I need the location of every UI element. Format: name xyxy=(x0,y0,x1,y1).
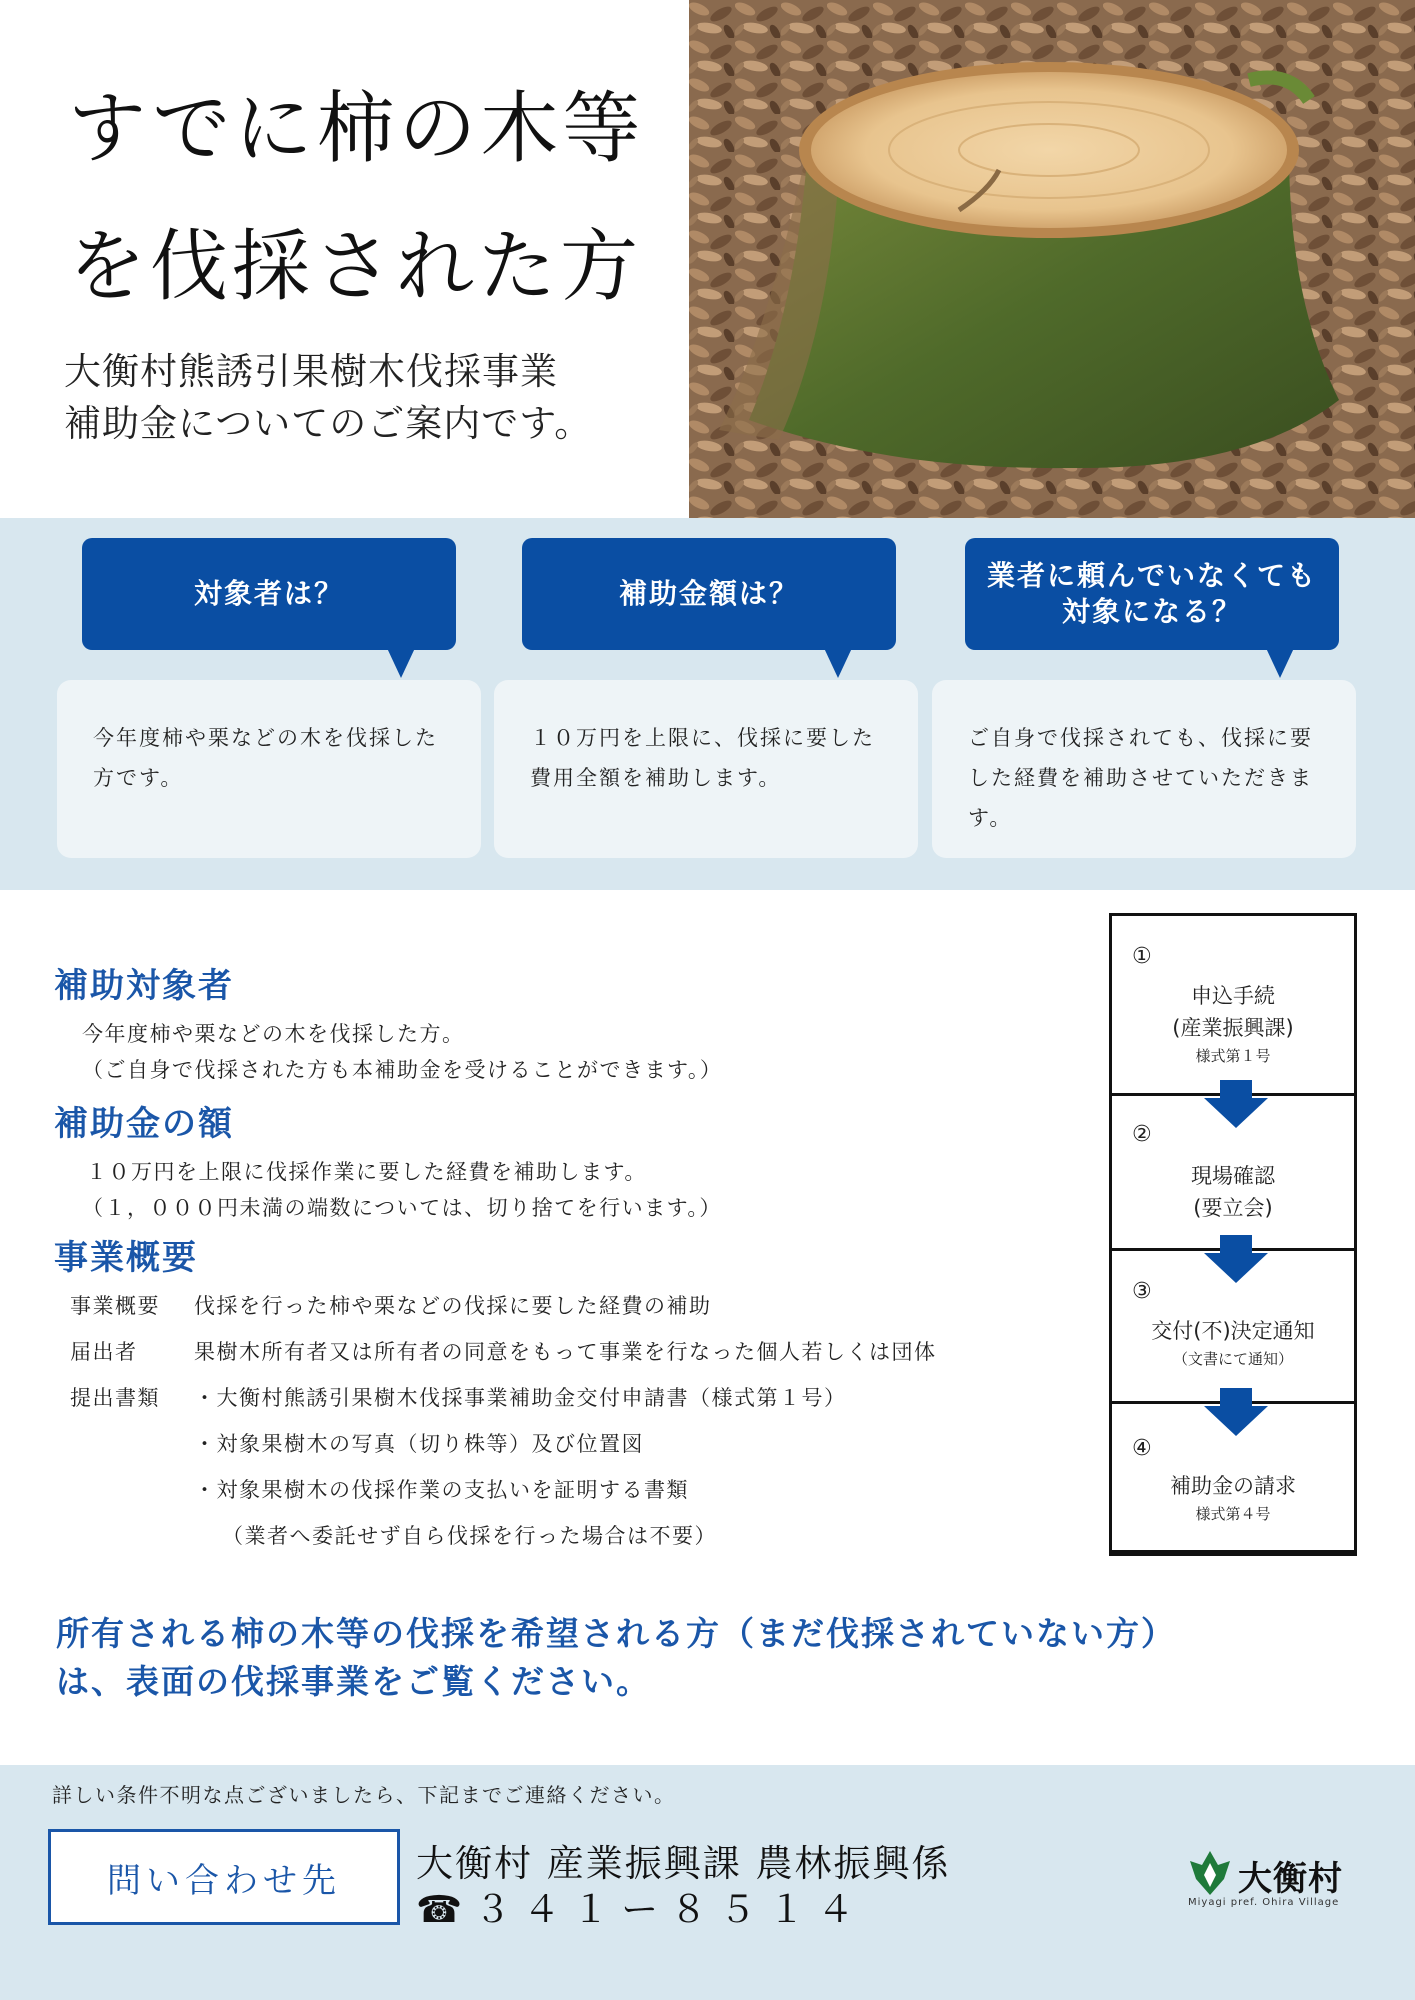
step-number: ② xyxy=(1132,1122,1152,1147)
qa-item-self xyxy=(932,518,1357,890)
amount-line-1: １０万円を上限に伐採作業に要した経費を補助します。 xyxy=(86,1160,647,1184)
page-subtitle xyxy=(64,346,684,450)
step-number: ③ xyxy=(1132,1279,1152,1304)
amount-heading: 補助金の額 xyxy=(54,1104,234,1144)
question-bubble: 補助金額は？ xyxy=(522,538,896,650)
contact-phone[interactable]: ☎３４１ー８５１４ xyxy=(416,1888,867,1931)
bubble-tail xyxy=(824,648,852,678)
notice-line-2: は、表面の伐採事業をご覧ください。 xyxy=(56,1662,651,1701)
step-title: 補助金の請求 xyxy=(1170,1474,1296,1498)
step-title: 交付(不)決定通知 xyxy=(1151,1319,1315,1343)
applicant-label: 届出者 xyxy=(70,1340,138,1364)
document-item: ・大衡村熊誘引果樹木伐採事業補助金交付申請書（様式第１号） xyxy=(194,1386,847,1410)
qa-section xyxy=(0,518,1415,890)
contact-lead: 詳しい条件不明な点ございましたら、下記までご連絡ください。 xyxy=(52,1783,676,1807)
question-bubble: 業者に頼んでいなくても 対象になる？ xyxy=(965,538,1339,650)
qa-item-target xyxy=(57,518,482,890)
title-line-2: を伐採された方 xyxy=(68,222,643,312)
contact-label: 問い合わせ先 xyxy=(48,1829,400,1925)
documents-label: 提出書類 xyxy=(70,1386,160,1410)
step-title: 申込手続 xyxy=(1191,984,1275,1008)
step-number: ④ xyxy=(1132,1436,1152,1461)
arrow-down-icon xyxy=(1204,1235,1268,1283)
document-item: ・対象果樹木の写真（切り株等）及び位置図 xyxy=(194,1432,644,1456)
flow-step-1 xyxy=(1112,916,1354,1096)
arrow-down-icon xyxy=(1204,1388,1268,1436)
tree-stump-photo xyxy=(689,0,1415,518)
title-line-1: すでに柿の木等 xyxy=(68,84,645,174)
notice-text xyxy=(56,1610,1356,1706)
target-heading: 補助対象者 xyxy=(54,966,234,1006)
question-bubble: 対象者は？ xyxy=(82,538,456,650)
notice-line-1: 所有される柿の木等の伐採を希望される方（まだ伐採されていない方） xyxy=(56,1614,1176,1653)
logo-text: 大衡村 xyxy=(1238,1859,1343,1899)
bubble-tail xyxy=(1266,648,1294,678)
village-logo xyxy=(1184,1847,1354,1913)
applicant-value: 果樹木所有者又は所有者の同意をもって事業を行なった個人若しくは団体 xyxy=(194,1340,937,1364)
answer-card: 今年度柿や栗などの木を伐採した方です。 xyxy=(57,680,481,858)
overview-heading: 事業概要 xyxy=(54,1238,198,1278)
bubble-tail xyxy=(387,648,415,678)
amount-line-2: （１，０００円未満の端数については、切り捨てを行います。） xyxy=(82,1196,722,1220)
contact-footer xyxy=(0,1765,1415,2000)
subtitle-line-2: 補助金についてのご案内です。 xyxy=(64,402,593,445)
answer-card: ご自身で伐採されても、伐採に要した経費を補助させていただきます。 xyxy=(932,680,1356,858)
target-line-2: （ご自身で伐採された方も本補助金を受けることができます。） xyxy=(82,1058,723,1082)
step-title-sub: (産業振興課) xyxy=(1172,1016,1294,1040)
document-note: （業者へ委託せず自ら伐採を行った場合は不要） xyxy=(222,1524,717,1548)
overview-value: 伐採を行った柿や栗などの伐採に要した経費の補助 xyxy=(194,1294,712,1318)
answer-card: １０万円を上限に、伐採に要した費用全額を補助します。 xyxy=(494,680,918,858)
document-item: ・対象果樹木の伐採作業の支払いを証明する書類 xyxy=(194,1478,689,1502)
subtitle-line-1: 大衡村熊誘引果樹木伐採事業 xyxy=(64,350,558,393)
step-title: 現場確認 xyxy=(1191,1164,1275,1188)
step-note: （文書にて通知） xyxy=(1172,1350,1293,1368)
contact-organization: 大衡村 産業振興課 農林振興係 xyxy=(416,1842,951,1885)
step-note: 様式第４号 xyxy=(1195,1505,1271,1523)
procedure-flow xyxy=(1109,913,1357,1556)
step-number: ① xyxy=(1132,944,1152,969)
arrow-down-icon xyxy=(1204,1080,1268,1128)
tree-stump-illustration xyxy=(689,0,1415,518)
step-title-sub: (要立会) xyxy=(1193,1196,1273,1220)
overview-label: 事業概要 xyxy=(70,1294,160,1318)
logo-subtext: Miyagi pref. Ohira Village xyxy=(1188,1897,1340,1908)
qa-item-amount xyxy=(494,518,919,890)
page-title xyxy=(68,60,688,336)
step-note: 様式第１号 xyxy=(1195,1047,1271,1065)
village-emblem-icon xyxy=(1186,1849,1234,1897)
target-line-1: 今年度柿や栗などの木を伐採した方。 xyxy=(82,1022,465,1046)
